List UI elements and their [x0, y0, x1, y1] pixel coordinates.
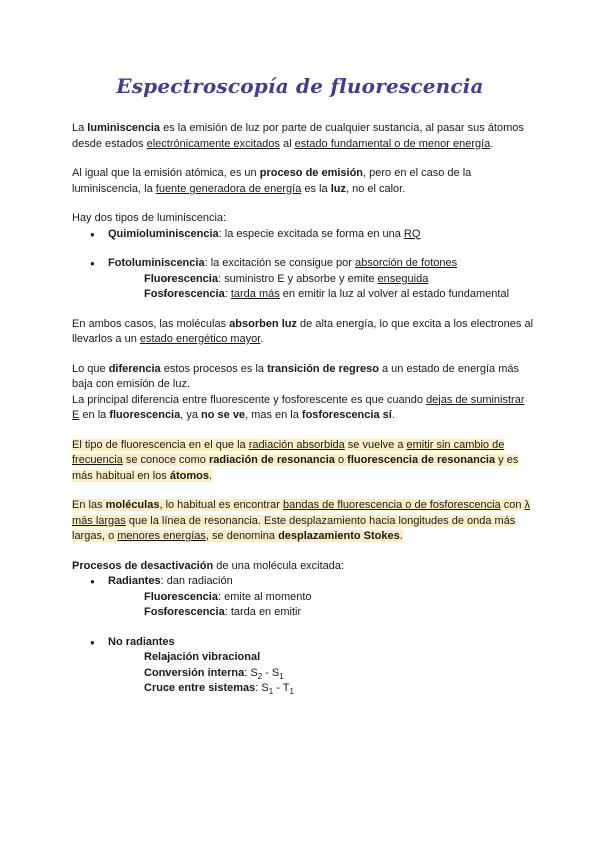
list-item-fotoluminiscencia: ● Fotoluminiscencia: la excitación se consigue por absorción de fotones ○ Fluorescencia: suministro E y absorbe y emite enseguida ○ Fosforescencia: tarda más en emitir la luz al volver al estado fundamental: [72, 256, 534, 303]
foto-sublist: [108, 272, 534, 303]
list-item-fosforescencia: ○ Fosforescencia: tarda más en emitir la luz al volver al estado fundamental: [108, 287, 534, 303]
list-item-fluorescencia: ○ Fluorescencia: suministro E y absorbe y emite enseguida: [108, 272, 534, 288]
no-radiantes-sublist: [108, 650, 534, 697]
paragraph-ambos-casos: En ambos casos, las moléculas absorben luz de alta energía, lo que excita a los electrones al llevarlos a un estado energético mayor.: [72, 317, 534, 345]
radiantes-sublist: [108, 590, 534, 621]
list-item-radiante-fluorescencia: ○ Fluorescencia: emite al momento: [108, 590, 534, 606]
paragraph-luminiscencia: La luminiscencia es la emisión de luz por parte de cualquier sustancia, al pasar sus átomos desde estados electrónicamente excitados al estado fundamental o de menor energía.: [72, 122, 524, 150]
list-item-radiantes: ● Radiantes: dan radiación ○ Fluorescencia: emite al momento ○ Fosforescencia: tarda en emitir: [72, 574, 534, 621]
list-item-conversion-interna: ○ Conversión interna: $S_2 - S_1$: [108, 666, 534, 682]
page-title: Espectroscopía de fluorescencia: [116, 74, 484, 98]
paragraph-stokes: En las moléculas, lo habitual es encontrar bandas de fluorescencia o de fosforescencia con λ más largas que la línea de resonancia. Este desplazamiento hacia longitudes de onda más largas, o menores energías, se denomina desplazamiento Stokes.: [72, 499, 531, 542]
paragraph-diferencia: Lo que diferencia estos procesos es la transición de regreso a un estado de energía más baja con emisión de luz.: [72, 362, 519, 390]
list-item-quimioluminiscencia: ● Quimioluminiscencia: la especie excitada se forma en una RQ: [72, 227, 534, 243]
list-item-no-radiantes: ● No radiantes ○ Relajación vibracional ○ Conversión interna: $S_2 - S_1$ ○ Cruce entre sistemas: $S_1 - T_1$: [72, 635, 534, 697]
list-item-cruce-sistemas: ○ Cruce entre sistemas: $S_1 - T_1$: [108, 681, 534, 697]
paragraph-tipos: Hay dos tipos de luminiscencia:: [72, 212, 227, 224]
paragraph-principal-diferencia: La principal diferencia entre fluorescente y fosforescente es que cuando dejas de suministrar E en la fluorescencia, ya no se ve, mas en la fosforescencia sí.: [72, 393, 525, 421]
types-list: [72, 227, 534, 303]
list-item-radiante-fosforescencia: ○ Fosforescencia: tarda en emitir: [108, 605, 534, 621]
paragraph-procesos: Procesos de desactivación de una molécula excitada:: [72, 559, 345, 572]
paragraph-resonancia: El tipo de fluorescencia en el que la radiación absorbida se vuelve a emitir sin cambio de frecuencia se conoce como radiación de resonancia o fluorescencia de resonancia y es más habitual en los átomos.: [72, 438, 519, 482]
paragraph-emision: Al igual que la emisión atómica, es un proceso de emisión, pero en el caso de la luminiscencia, la fuente generadora de energía es la luz, no el calor.: [72, 167, 472, 195]
document-body: [72, 121, 534, 697]
list-item-relajacion: ○ Relajación vibracional: [108, 650, 534, 666]
deactivation-list: [72, 574, 534, 697]
